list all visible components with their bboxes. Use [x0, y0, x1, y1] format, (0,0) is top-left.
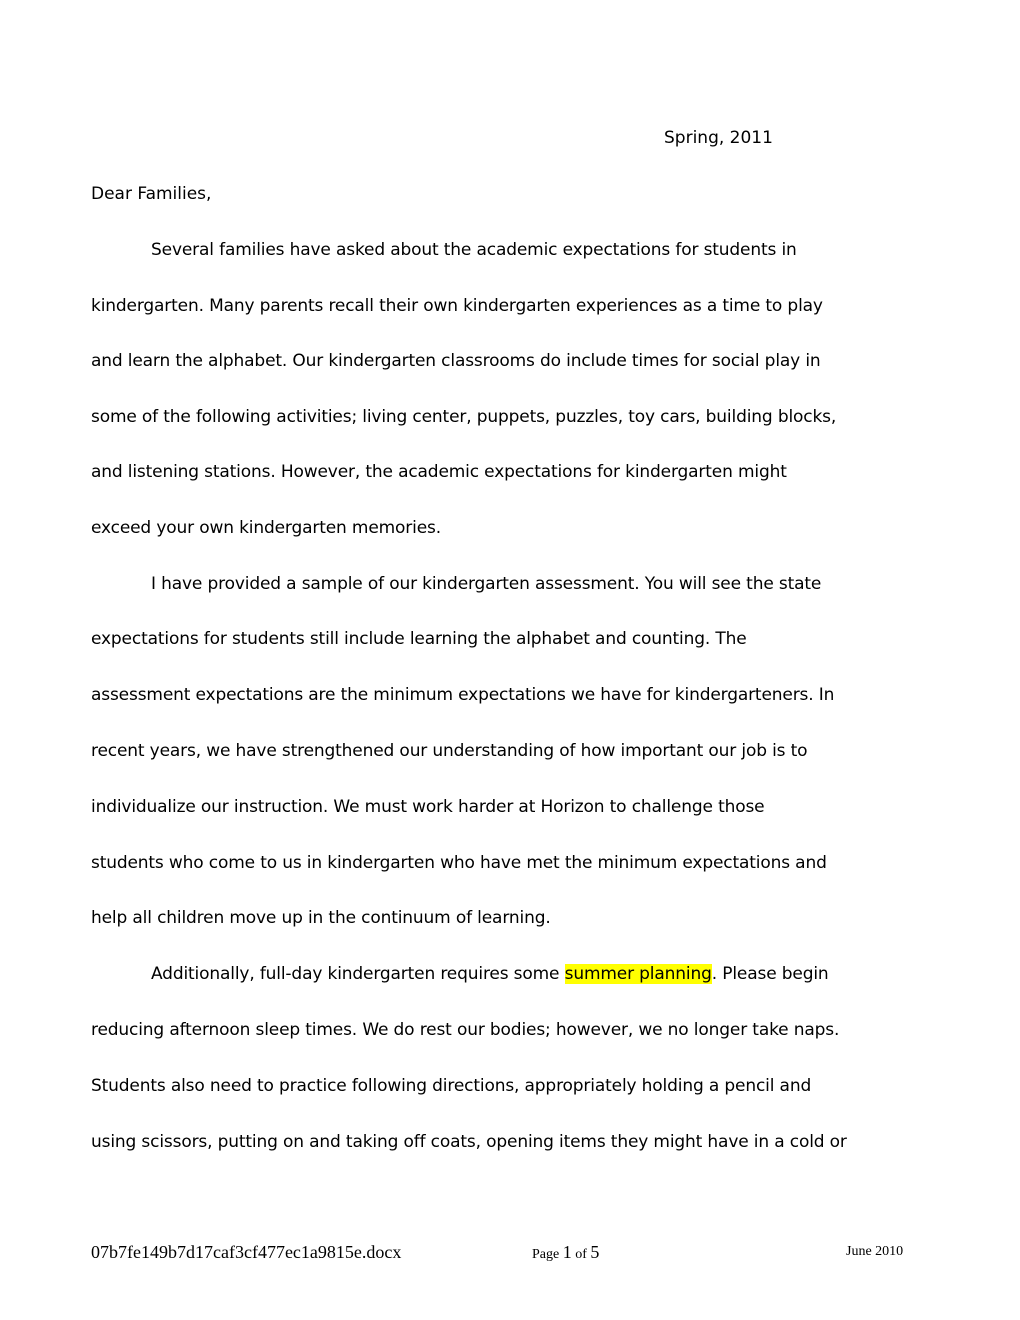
paragraph-1-line-3: and learn the alphabet. Our kindergarten classrooms do include times for social play in — [91, 351, 821, 371]
footer-page-current: 1 — [562, 1242, 572, 1262]
paragraph-2-line-7: help all children move up in the continuum of learning. — [91, 908, 551, 928]
footer-page-number — [532, 1238, 599, 1269]
paragraph-1-line-6: exceed your own kindergarten memories. — [91, 518, 441, 538]
letter-date: Spring, 2011 — [664, 128, 773, 148]
paragraph-2-line-6: students who come to us in kindergarten who have met the minimum expectations and — [91, 853, 827, 873]
footer-page-total: 5 — [590, 1242, 600, 1262]
paragraph-3-line-1 — [151, 960, 829, 988]
paragraph-2-line-3: assessment expectations are the minimum expectations we have for kindergarteners. In — [91, 685, 835, 705]
footer-page-of: of — [571, 1247, 591, 1262]
paragraph-1-line-1: Several families have asked about the academic expectations for students in — [151, 240, 797, 260]
paragraph-1-line-2: kindergarten. Many parents recall their own kindergarten experiences as a time to play — [91, 296, 823, 316]
footer-page-label: Page — [532, 1247, 563, 1262]
paragraph-3-line-2: reducing afternoon sleep times. We do rest our bodies; however, we no longer take naps. — [91, 1020, 840, 1040]
paragraph-3-line-3: Students also need to practice following directions, appropriately holding a pencil and — [91, 1076, 812, 1096]
paragraph-2-line-1: I have provided a sample of our kindergarten assessment. You will see the state — [151, 574, 822, 594]
salutation: Dear Families, — [91, 184, 212, 204]
paragraph-3-text-before: Additionally, full-day kindergarten requires some — [151, 964, 565, 984]
paragraph-1-line-4: some of the following activities; living center, puppets, puzzles, toy cars, building blocks, — [91, 407, 837, 427]
footer-date: June 2010 — [846, 1244, 904, 1259]
page-footer — [0, 1238, 1020, 1266]
paragraph-3-line-4: using scissors, putting on and taking off coats, opening items they might have in a cold or — [91, 1132, 847, 1152]
paragraph-1-line-5: and listening stations. However, the academic expectations for kindergarten might — [91, 462, 787, 482]
footer-filename: 07b7fe149b7d17caf3cf477ec1a9815e.docx — [91, 1242, 402, 1262]
paragraph-3-text-after: . Please begin — [711, 964, 829, 984]
paragraph-2-line-4: recent years, we have strengthened our understanding of how important our job is to — [91, 741, 808, 761]
highlighted-text: summer planning — [564, 964, 712, 984]
paragraph-2-line-5: individualize our instruction. We must work harder at Horizon to challenge those — [91, 797, 765, 817]
paragraph-2-line-2: expectations for students still include learning the alphabet and counting. The — [91, 629, 747, 649]
